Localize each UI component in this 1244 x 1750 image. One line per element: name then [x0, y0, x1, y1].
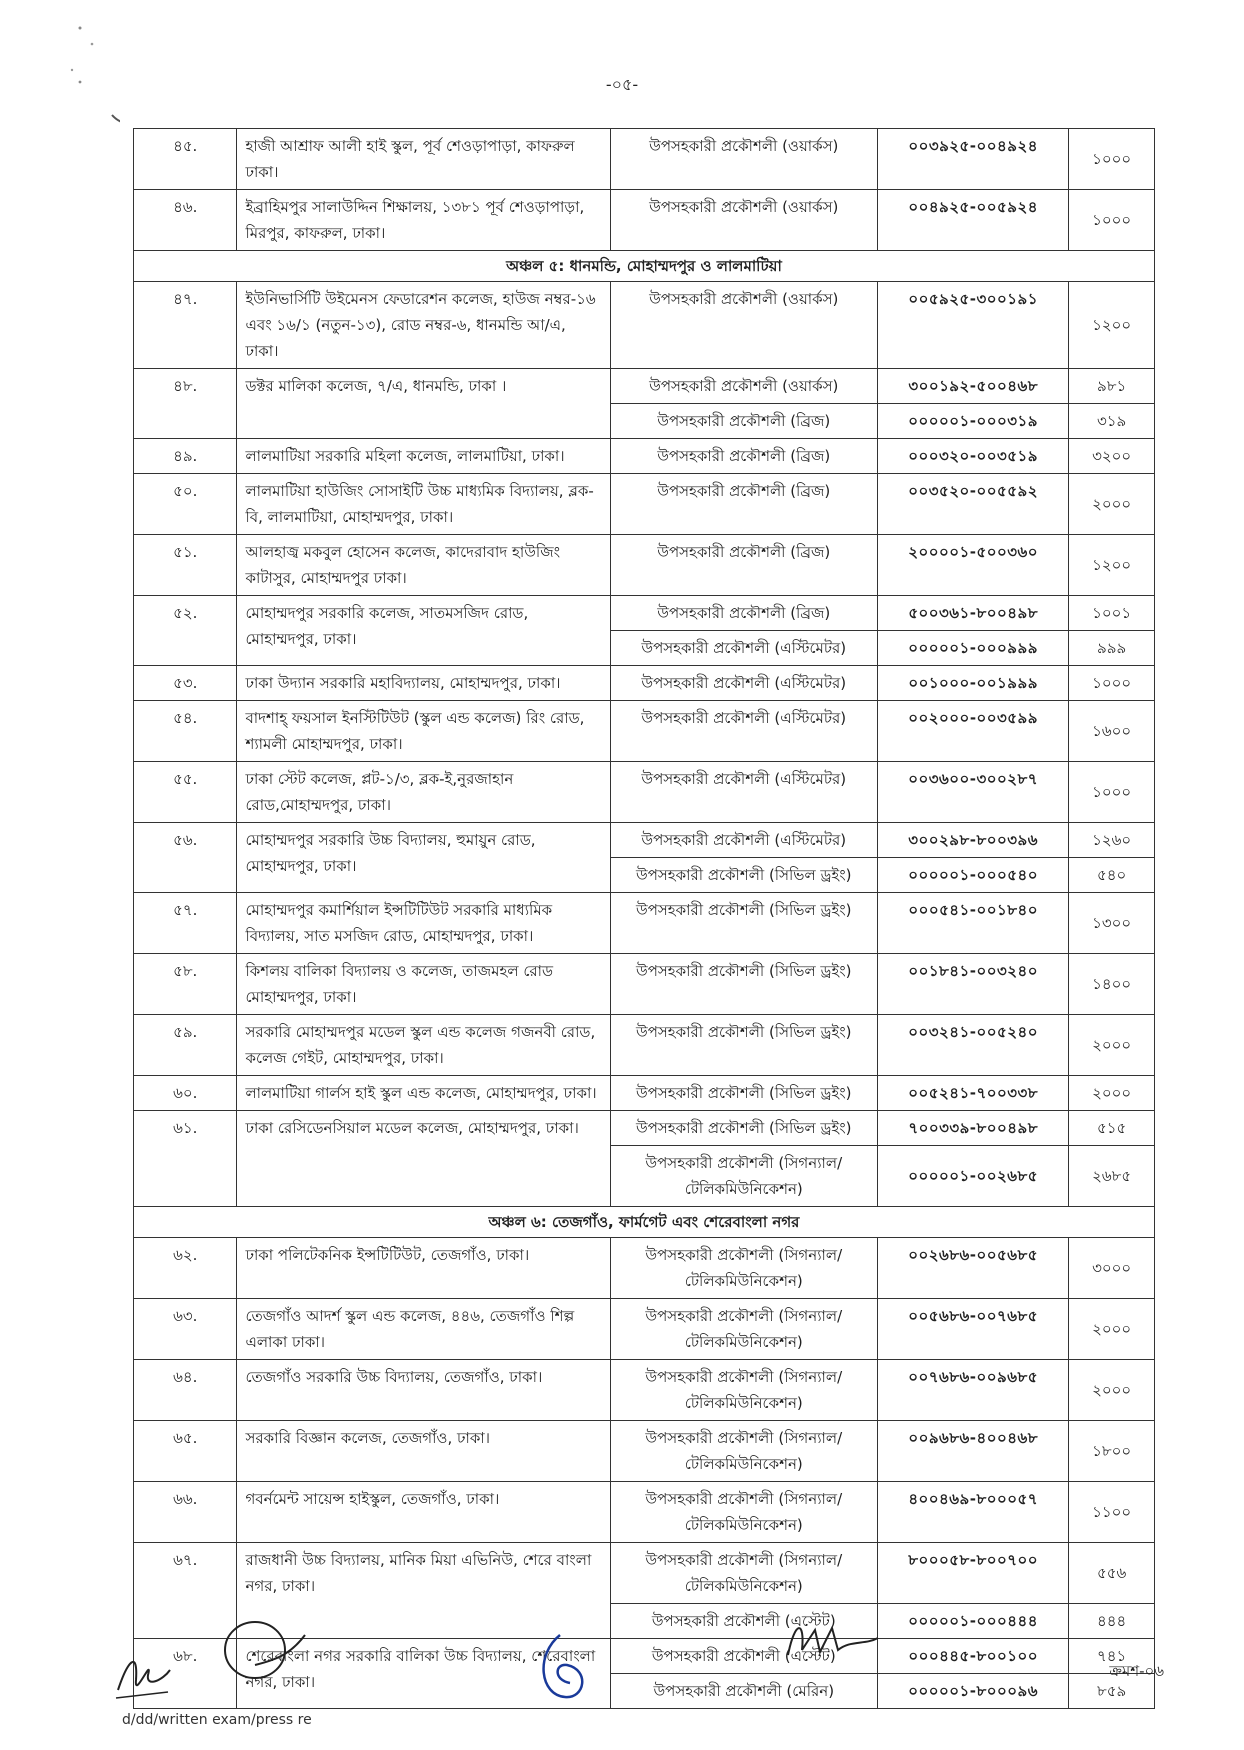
institute-cell: তেজগাঁও আদর্শ স্কুল এন্ড কলেজ, ৪৪৬, তেজগাঁও শিল্প এলাকা ঢাকা।	[237, 1299, 610, 1360]
institute-cell: মোহাম্মদপুর সরকারি উচ্চ বিদ্যালয়, হুমায়ুন রোড, মোহাম্মদপুর, ঢাকা।	[237, 823, 610, 893]
institute-cell: মোহাম্মদপুর সরকারি কলেজ, সাতমসজিদ রোড, মোহাম্মদপুর, ঢাকা।	[237, 596, 610, 666]
table-row	[134, 701, 1155, 762]
zone-heading: অঞ্চল ৫: ধানমন্ডি, মোহাম্মদপুর ও লালমাটিয়া	[134, 251, 1155, 282]
institute-cell: লালমাটিয়া সরকারি মহিলা কলেজ, লালমাটিয়া, ঢাকা।	[237, 439, 610, 474]
post-cell: উপসহকারী প্রকৌশলী (সিগন্যাল/টেলিকমিউনিকেশন)	[610, 1482, 878, 1543]
roll-range-cell: ৫০০৩৬১-৮০০৪৯৮	[878, 596, 1069, 631]
post-cell: উপসহকারী প্রকৌশলী (এস্টেট)	[610, 1639, 878, 1674]
post-cell: উপসহকারী প্রকৌশলী (সিভিল ড্রইং)	[610, 1111, 878, 1146]
candidate-count-cell: ৩২০০	[1069, 439, 1155, 474]
candidate-count-cell: ১২৬০	[1069, 823, 1155, 858]
signature-4	[780, 1610, 890, 1670]
serial-cell: ৬৭.	[134, 1543, 237, 1639]
serial-cell: ৫৪.	[134, 701, 237, 762]
table-row	[134, 954, 1155, 1015]
institute-cell: রাজধানী উচ্চ বিদ্যালয়, মানিক মিয়া এভিনিউ, শেরে বাংলা নগর, ঢাকা।	[237, 1543, 610, 1639]
serial-cell: ৪৬.	[134, 190, 237, 251]
table-row	[134, 1543, 1155, 1604]
post-cell: উপসহকারী প্রকৌশলী (সিভিল ড্রইং)	[610, 954, 878, 1015]
serial-cell: ৬১.	[134, 1111, 237, 1207]
serial-cell: ৪৯.	[134, 439, 237, 474]
table-row	[134, 129, 1155, 190]
roll-range-cell: ০০০০০১-০০০৫৪০	[878, 858, 1069, 893]
post-cell: উপসহকারী প্রকৌশলী (সিগন্যাল/টেলিকমিউনিকেশন)	[610, 1360, 878, 1421]
candidate-count-cell: ১০০০	[1069, 666, 1155, 701]
candidate-count-cell: ৩১৯	[1069, 404, 1155, 439]
roll-range-cell: ০০০০০১-৮০০০৯৬	[878, 1674, 1069, 1709]
institute-cell: বাদশাহ্ ফয়সাল ইনস্টিটিউট (স্কুল এন্ড কলেজ) রিং রোড, শ্যামলী মোহাম্মদপুর, ঢাকা।	[237, 701, 610, 762]
candidate-count-cell: ৫৪০	[1069, 858, 1155, 893]
roll-range-cell: ০০৯৬৮৬-৪০০৪৬৮	[878, 1421, 1069, 1482]
candidate-count-cell: ১৪০০	[1069, 954, 1155, 1015]
candidate-count-cell: ২০০০	[1069, 1015, 1155, 1076]
roll-range-cell: ৪০০৪৬৯-৮০০০৫৭	[878, 1482, 1069, 1543]
institute-cell: লালমাটিয়া গার্লস হাই স্কুল এন্ড কলেজ, মোহাম্মদপুর, ঢাকা।	[237, 1076, 610, 1111]
candidate-count-cell: ১৩০০	[1069, 893, 1155, 954]
candidate-count-cell: ১৬০০	[1069, 701, 1155, 762]
roll-range-cell: ০০১৮৪১-০০৩২৪০	[878, 954, 1069, 1015]
serial-cell: ৬৫.	[134, 1421, 237, 1482]
post-cell: উপসহকারী প্রকৌশলী (সিগন্যাল/টেলিকমিউনিকেশন)	[610, 1299, 878, 1360]
serial-cell: ৫৬.	[134, 823, 237, 893]
post-cell: উপসহকারী প্রকৌশলী (ওয়ার্কস)	[610, 369, 878, 404]
candidate-count-cell: ৭৪১	[1069, 1639, 1155, 1674]
roll-range-cell: ০০৭৬৮৬-০০৯৬৮৫	[878, 1360, 1069, 1421]
post-cell: উপসহকারী প্রকৌশলী (সিগন্যাল/টেলিকমিউনিকেশন)	[610, 1146, 878, 1207]
continued-label: ক্রমশ-০৬	[1109, 1662, 1164, 1680]
roll-range-cell: ২০০০০১-৫০০৩৬০	[878, 535, 1069, 596]
post-cell: উপসহকারী প্রকৌশলী (এস্টিমেটর)	[610, 762, 878, 823]
roll-range-cell: ০০২৬৮৬-০০৫৬৮৫	[878, 1238, 1069, 1299]
institute-cell: সরকারি মোহাম্মদপুর মডেল স্কুল এন্ড কলেজ গজনবী রোড, কলেজ গেইট, মোহাম্মদপুর, ঢাকা।	[237, 1015, 610, 1076]
roll-range-cell: ০০০০০১-০০২৬৮৫	[878, 1146, 1069, 1207]
candidate-count-cell: ১২০০	[1069, 535, 1155, 596]
table-row	[134, 823, 1155, 858]
roll-range-cell: ০০০৫৪১-০০১৮৪০	[878, 893, 1069, 954]
candidate-count-cell: ১০০১	[1069, 596, 1155, 631]
file-code: d/dd/written exam/press re	[122, 1712, 312, 1728]
candidate-count-cell: ২০০০	[1069, 474, 1155, 535]
post-cell: উপসহকারী প্রকৌশলী (ওয়ার্কস)	[610, 282, 878, 369]
serial-cell: ৬৮.	[134, 1639, 237, 1709]
table-row	[134, 1238, 1155, 1299]
post-cell: উপসহকারী প্রকৌশলী (এস্টেট)	[610, 1604, 878, 1639]
serial-cell: ৪৫.	[134, 129, 237, 190]
institute-cell: লালমাটিয়া হাউজিং সোসাইটি উচ্চ মাধ্যমিক বিদ্যালয়, ব্লক-বি, লালমাটিয়া, মোহাম্মদপুর, ঢাকা।	[237, 474, 610, 535]
roll-range-cell: ৩০০১৯২-৫০০৪৬৮	[878, 369, 1069, 404]
serial-cell: ৫৯.	[134, 1015, 237, 1076]
serial-cell: ৬৬.	[134, 1482, 237, 1543]
serial-cell: ৬২.	[134, 1238, 237, 1299]
post-cell: উপসহকারী প্রকৌশলী (সিগন্যাল/টেলিকমিউনিকেশন)	[610, 1421, 878, 1482]
serial-cell: ৫২.	[134, 596, 237, 666]
roll-range-cell: ০০০০০১-০০০৩১৯	[878, 404, 1069, 439]
post-cell: উপসহকারী প্রকৌশলী (মেরিন)	[610, 1674, 878, 1709]
institute-cell: হাজী আশ্রাফ আলী হাই স্কুল, পূর্ব শেওড়াপাড়া, কাফরুল ঢাকা।	[237, 129, 610, 190]
institute-cell: কিশলয় বালিকা বিদ্যালয় ও কলেজ, তাজমহল রোড মোহাম্মদপুর, ঢাকা।	[237, 954, 610, 1015]
margin-marks	[60, 10, 120, 130]
signature-3	[525, 1625, 605, 1710]
roll-range-cell: ৮০০০৫৮-৮০০৭০০	[878, 1543, 1069, 1604]
institute-cell: গবর্নমেন্ট সায়েন্স হাইস্কুল, তেজগাঁও, ঢাকা।	[237, 1482, 610, 1543]
table-row	[134, 1015, 1155, 1076]
post-cell: উপসহকারী প্রকৌশলী (ব্রিজ)	[610, 404, 878, 439]
roll-range-cell: ০০০০০১-০০০৯৯৯	[878, 631, 1069, 666]
roll-range-cell: ০০৫৯২৫-৩০০১৯১	[878, 282, 1069, 369]
institute-cell: সরকারি বিজ্ঞান কলেজ, তেজগাঁও, ঢাকা।	[237, 1421, 610, 1482]
serial-cell: ৬৪.	[134, 1360, 237, 1421]
candidate-count-cell: ৯৯৯	[1069, 631, 1155, 666]
institute-cell: ইউনিভার্সিটি উইমেনস ফেডারেশন কলেজ, হাউজ নম্বর-১৬ এবং ১৬/১ (নতুন-১৩), রোড নম্বর-৬, ধানমন্ডি আ/এ, ঢাকা।	[237, 282, 610, 369]
institute-cell: ঢাকা পলিটেকনিক ইন্সটিটিউট, তেজগাঁও, ঢাকা।	[237, 1238, 610, 1299]
roll-range-cell: ৭০০৩৩৯-৮০০৪৯৮	[878, 1111, 1069, 1146]
table-row	[134, 1482, 1155, 1543]
candidate-count-cell: ১২০০	[1069, 282, 1155, 369]
candidate-count-cell: ২০০০	[1069, 1076, 1155, 1111]
table-row	[134, 1111, 1155, 1146]
serial-cell: ৬০.	[134, 1076, 237, 1111]
roll-range-cell: ০০০০০১-০০০৪৪৪	[878, 1604, 1069, 1639]
serial-cell: ৬৩.	[134, 1299, 237, 1360]
table-row	[134, 1299, 1155, 1360]
roll-range-cell: ৩০০২৯৮-৮০০৩৯৬	[878, 823, 1069, 858]
candidate-count-cell: ৮৫৯	[1069, 1674, 1155, 1709]
institute-cell: মোহাম্মদপুর কমার্শিয়াল ইন্সটিটিউট সরকারি মাধ্যমিক বিদ্যালয়, সাত মসজিদ রোড, মোহাম্মদপুর, ঢাকা।	[237, 893, 610, 954]
institute-cell: ঢাকা উদ্যান সরকারি মহাবিদ্যালয়, মোহাম্মদপুর, ঢাকা।	[237, 666, 610, 701]
serial-cell: ৫৫.	[134, 762, 237, 823]
post-cell: উপসহকারী প্রকৌশলী (সিভিল ড্রইং)	[610, 893, 878, 954]
post-cell: উপসহকারী প্রকৌশলী (সিগন্যাল/টেলিকমিউনিকেশন)	[610, 1238, 878, 1299]
institute-cell: ইব্রাহিমপুর সালাউদ্দিন শিক্ষালয়, ১৩৮১ পূর্ব শেওড়াপাড়া, মিরপুর, কাফরুল, ঢাকা।	[237, 190, 610, 251]
post-cell: উপসহকারী প্রকৌশলী (এস্টিমেটর)	[610, 701, 878, 762]
serial-cell: ৫৭.	[134, 893, 237, 954]
table-row	[134, 1360, 1155, 1421]
table-row	[134, 535, 1155, 596]
post-cell: উপসহকারী প্রকৌশলী (সিগন্যাল/টেলিকমিউনিকেশন)	[610, 1543, 878, 1604]
table-row	[134, 474, 1155, 535]
post-cell: উপসহকারী প্রকৌশলী (সিভিল ড্রইং)	[610, 858, 878, 893]
roll-range-cell: ০০২০০০-০০৩৫৯৯	[878, 701, 1069, 762]
roll-range-cell: ০০৩৯২৫-০০৪৯২৪	[878, 129, 1069, 190]
candidate-count-cell: ২০০০	[1069, 1360, 1155, 1421]
institute-cell: ঢাকা স্টেট কলেজ, প্লট-১/৩, ব্লক-ই,নুরজাহান রোড,মোহাম্মদপুর, ঢাকা।	[237, 762, 610, 823]
candidate-count-cell: ৩০০০	[1069, 1238, 1155, 1299]
candidate-count-cell: ৪৪৪	[1069, 1604, 1155, 1639]
signature-1	[108, 1640, 178, 1710]
candidate-count-cell: ১৮০০	[1069, 1421, 1155, 1482]
roll-range-cell: ০০৩২৪১-০০৫২৪০	[878, 1015, 1069, 1076]
serial-cell: ৫০.	[134, 474, 237, 535]
table-row	[134, 893, 1155, 954]
roll-range-cell: ০০০৪৪৫-৮০০১০০	[878, 1639, 1069, 1674]
serial-cell: ৫৩.	[134, 666, 237, 701]
post-cell: উপসহকারী প্রকৌশলী (এস্টিমেটর)	[610, 823, 878, 858]
roll-range-cell: ০০১০০০-০০১৯৯৯	[878, 666, 1069, 701]
institute-cell: তেজগাঁও সরকারি উচ্চ বিদ্যালয়, তেজগাঁও, ঢাকা।	[237, 1360, 610, 1421]
candidate-count-cell: ২০০০	[1069, 1299, 1155, 1360]
serial-cell: ৫৮.	[134, 954, 237, 1015]
zone-heading-row	[134, 1207, 1155, 1238]
candidate-count-cell: ৫১৫	[1069, 1111, 1155, 1146]
institute-cell: ডক্টর মালিকা কলেজ, ৭/এ, ধানমন্ডি, ঢাকা ।	[237, 369, 610, 439]
signature-2	[215, 1610, 325, 1690]
table-row	[134, 282, 1155, 369]
post-cell: উপসহকারী প্রকৌশলী (এস্টিমেটর)	[610, 631, 878, 666]
roll-range-cell: ০০৪৯২৫-০০৫৯২৪	[878, 190, 1069, 251]
candidate-count-cell: ১০০০	[1069, 129, 1155, 190]
candidate-count-cell: ১১০০	[1069, 1482, 1155, 1543]
roll-range-cell: ০০৩৫২০-০০৫৫৯২	[878, 474, 1069, 535]
post-cell: উপসহকারী প্রকৌশলী (ব্রিজ)	[610, 439, 878, 474]
institute-cell: ঢাকা রেসিডেনসিয়াল মডেল কলেজ, মোহাম্মদপুর, ঢাকা।	[237, 1111, 610, 1207]
table-row	[134, 596, 1155, 631]
roll-range-cell: ০০৫৬৮৬-০০৭৬৮৫	[878, 1299, 1069, 1360]
roll-range-cell: ০০৩৬০০-৩০০২৮৭	[878, 762, 1069, 823]
zone-heading-row	[134, 251, 1155, 282]
institute-cell: আলহাজ্ব মকবুল হোসেন কলেজ, কাদেরাবাদ হাউজিং কাটাসুর, মোহাম্মদপুর ঢাকা।	[237, 535, 610, 596]
post-cell: উপসহকারী প্রকৌশলী (এস্টিমেটর)	[610, 666, 878, 701]
serial-cell: ৫১.	[134, 535, 237, 596]
post-cell: উপসহকারী প্রকৌশলী (সিভিল ড্রইং)	[610, 1076, 878, 1111]
post-cell: উপসহকারী প্রকৌশলী (ব্রিজ)	[610, 596, 878, 631]
roll-range-cell: ০০০৩২০-০০৩৫১৯	[878, 439, 1069, 474]
post-cell: উপসহকারী প্রকৌশলী (ওয়ার্কস)	[610, 129, 878, 190]
candidate-count-cell: ৫৫৬	[1069, 1543, 1155, 1604]
table-row	[134, 1421, 1155, 1482]
exam-center-table	[133, 128, 1155, 1709]
table-row	[134, 1076, 1155, 1111]
roll-range-cell: ০০৫২৪১-৭০০৩৩৮	[878, 1076, 1069, 1111]
table-row	[134, 762, 1155, 823]
candidate-count-cell: ১০০০	[1069, 762, 1155, 823]
institute-cell: শেরেবাংলা নগর সরকারি বালিকা উচ্চ বিদ্যালয়, শেরেবাংলা নগর, ঢাকা।	[237, 1639, 610, 1709]
table-row	[134, 369, 1155, 404]
serial-cell: ৪৭.	[134, 282, 237, 369]
post-cell: উপসহকারী প্রকৌশলী (ব্রিজ)	[610, 535, 878, 596]
candidate-count-cell: ৯৮১	[1069, 369, 1155, 404]
candidate-count-cell: ২৬৮৫	[1069, 1146, 1155, 1207]
candidate-count-cell: ১০০০	[1069, 190, 1155, 251]
post-cell: উপসহকারী প্রকৌশলী (ওয়ার্কস)	[610, 190, 878, 251]
table-row	[134, 666, 1155, 701]
post-cell: উপসহকারী প্রকৌশলী (ব্রিজ)	[610, 474, 878, 535]
post-cell: উপসহকারী প্রকৌশলী (সিভিল ড্রইং)	[610, 1015, 878, 1076]
table-row	[134, 439, 1155, 474]
page-number: -০৫-	[605, 75, 639, 94]
serial-cell: ৪৮.	[134, 369, 237, 439]
table-row	[134, 190, 1155, 251]
zone-heading: অঞ্চল ৬: তেজগাঁও, ফার্মগেট এবং শেরেবাংলা নগর	[134, 1207, 1155, 1238]
